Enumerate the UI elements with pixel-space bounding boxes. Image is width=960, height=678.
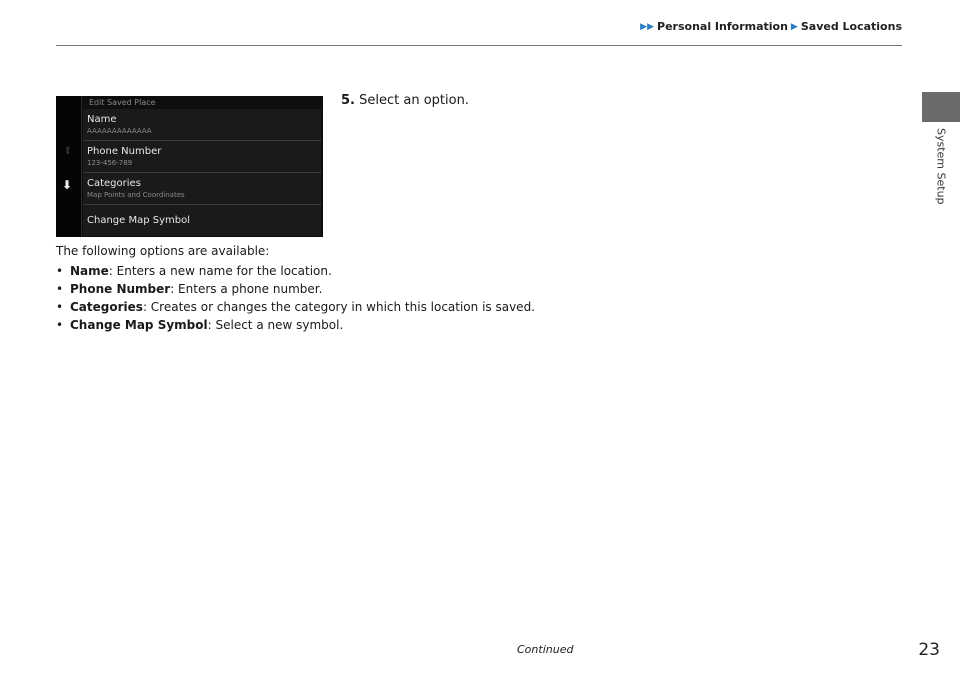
option-term: Name <box>70 264 109 278</box>
option-value: AAAAAAAAAAAAA <box>87 127 152 135</box>
options-intro: The following options are available: <box>56 244 270 258</box>
option-value: 123-456-789 <box>87 159 133 167</box>
option-label: Name <box>87 114 117 125</box>
option-desc: : Creates or changes the category in which this location is saved. <box>142 300 535 314</box>
option-phone-number <box>83 141 321 173</box>
scroll-down-icon: ⬇ <box>62 178 73 192</box>
option-term: Phone Number <box>70 282 171 296</box>
device-screen <box>56 96 323 237</box>
header-divider <box>56 45 902 46</box>
section-label: System Setup <box>934 128 948 205</box>
option-change-map-symbol <box>83 205 321 236</box>
arrow-icon: ▶ <box>790 21 798 32</box>
bullet: • <box>56 264 64 278</box>
breadcrumb <box>640 20 902 33</box>
option-label: Change Map Symbol <box>87 215 190 226</box>
option-categories <box>83 173 321 205</box>
list-item <box>56 316 535 334</box>
option-term: Change Map Symbol <box>70 318 208 332</box>
section-tab <box>922 92 960 122</box>
breadcrumb-item-saved-locations[interactable]: Saved Locations <box>800 20 902 33</box>
option-label: Categories <box>87 178 141 189</box>
option-value: Map Points and Coordinates <box>87 191 185 199</box>
scroll-bar <box>56 96 82 237</box>
scroll-up-icon: ⬆ <box>63 144 73 157</box>
option-name <box>83 109 321 141</box>
bullet: • <box>56 300 64 314</box>
options-list <box>56 262 535 334</box>
step-instruction <box>341 93 469 108</box>
option-term: Categories <box>70 300 143 314</box>
breadcrumb-item-personal-information[interactable]: Personal Information <box>657 20 788 33</box>
option-desc: : Enters a new name for the location. <box>108 264 332 278</box>
page-number: 23 <box>918 640 940 660</box>
list-item <box>56 280 535 298</box>
list-item <box>56 262 535 280</box>
bullet: • <box>56 282 64 296</box>
option-desc: : Select a new symbol. <box>207 318 344 332</box>
step-number: 5. <box>341 93 355 108</box>
continued-note: Continued <box>517 643 574 656</box>
option-label: Phone Number <box>87 146 162 157</box>
double-arrow-icon: ▶▶ <box>640 21 655 32</box>
bullet: • <box>56 318 64 332</box>
list-item <box>56 298 535 316</box>
option-desc: : Enters a phone number. <box>170 282 323 296</box>
screen-title: Edit Saved Place <box>89 98 156 107</box>
step-text: Select an option. <box>359 93 469 108</box>
